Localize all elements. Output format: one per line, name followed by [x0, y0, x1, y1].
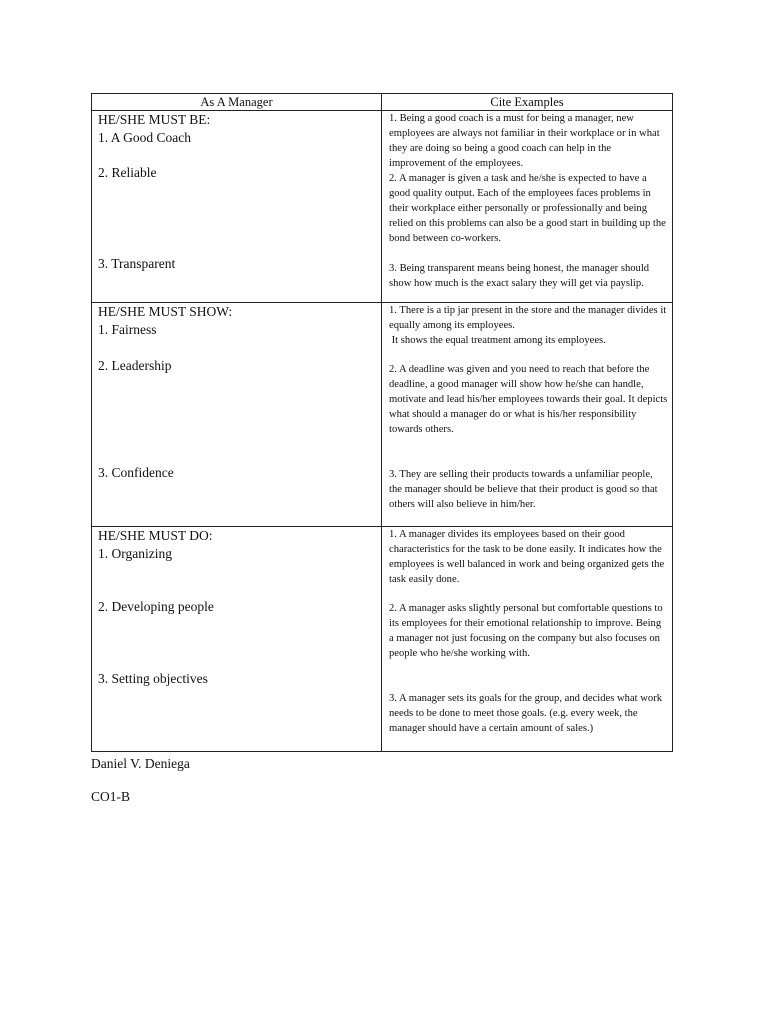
example-text: 2. A deadline was given and you need to reach that before the deadline, a good manager will show how he/she can handle, motivate and lead his/her employees towards their goal. It depicts what should a manager do or what is his/her responsibility towards others.	[389, 364, 668, 435]
quality-item: 1. A Good Coach	[98, 130, 191, 145]
manager-table	[91, 93, 673, 752]
example-text: 1. A manager divides its employees based on their good characteristics for the task to be done easily. It indicates how the employees is well balanced in work and being organized gets the task easily done.	[389, 529, 665, 585]
example-text: 1. Being a good coach is a must for being a manager, new employees are always not familiar in their workplace or in what they are doing so being a good coach can help in the improvement of the employees.	[389, 113, 660, 169]
example-text: 1. There is a tip jar present in the store and the manager divides it equally among its employees.	[389, 305, 667, 331]
examples-cell	[382, 303, 673, 527]
quality-item: 1. Fairness	[98, 322, 157, 337]
qualities-cell	[92, 303, 382, 527]
header-as-a-manager: As A Manager	[92, 94, 382, 111]
quality-item: 1. Organizing	[98, 546, 172, 561]
author-section: CO1-B	[91, 789, 131, 804]
examples-cell	[382, 111, 673, 303]
table-row	[92, 527, 673, 752]
example-text: 2. A manager asks slightly personal but comfortable questions to its employees for their emotional relationship to improve. Being a manager not just focusing on the company but also focuses on people who he/she working with.	[389, 603, 663, 659]
table-header-row	[92, 94, 673, 111]
examples-cell	[382, 527, 673, 752]
table-row	[92, 111, 673, 303]
section-title: HE/SHE MUST BE:	[98, 112, 211, 127]
example-text: It shows the equal treatment among its employees.	[389, 335, 606, 346]
section-title: HE/SHE MUST DO:	[98, 528, 213, 543]
table-row	[92, 303, 673, 527]
qualities-cell	[92, 527, 382, 752]
quality-item: 3. Setting objectives	[98, 671, 208, 686]
quality-item: 3. Transparent	[98, 256, 176, 271]
example-text: 3. A manager sets its goals for the group, and decides what work needs to be done to meet those goals. (e.g. every week, the manager should have a certain amount of sales.)	[389, 693, 663, 734]
example-text: 3. Being transparent means being honest, the manager should show how much is the exact salary they will get via payslip.	[389, 263, 650, 289]
quality-item: 2. Leadership	[98, 358, 172, 373]
example-text: 3. They are selling their products towards a unfamiliar people, the manager should be believe that their product is good so that others will also believe in him/her.	[389, 469, 658, 510]
quality-item: 3. Confidence	[98, 465, 174, 480]
quality-item: 2. Developing people	[98, 599, 214, 614]
author-name: Daniel V. Deniega	[91, 756, 190, 771]
header-cite-examples: Cite Examples	[382, 94, 673, 111]
quality-item: 2. Reliable	[98, 165, 157, 180]
section-title: HE/SHE MUST SHOW:	[98, 304, 233, 319]
qualities-cell	[92, 111, 382, 303]
example-text: 2. A manager is given a task and he/she is expected to have a good quality output. Each of the employees faces problems in their workplace either personally or professionally and being relied on this problems can also be a good start in building up the bond between co-workers.	[389, 173, 666, 244]
